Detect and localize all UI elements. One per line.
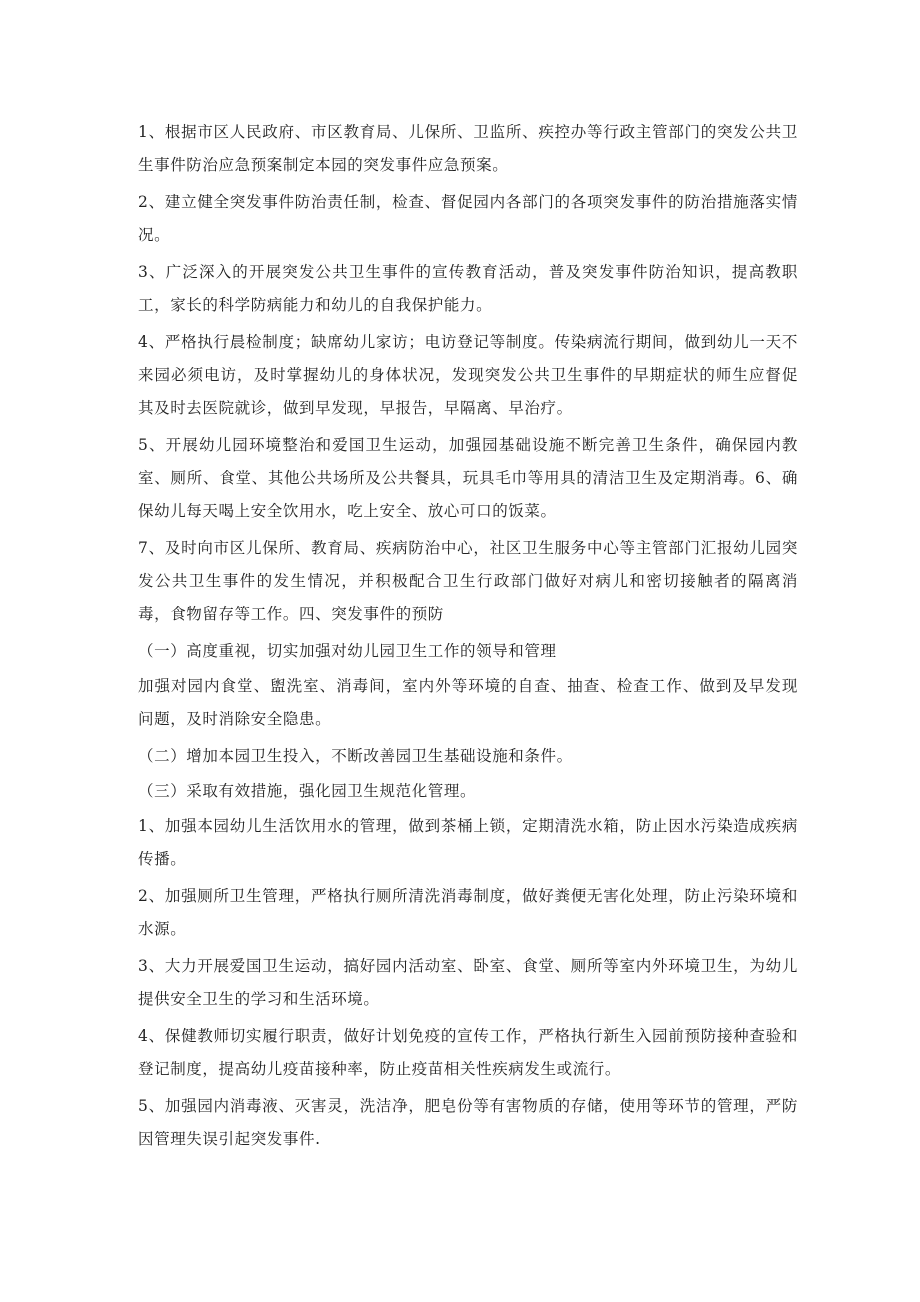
- section-heading-3: （三）采取有效措施，强化园卫生规范化管理。: [138, 782, 477, 800]
- document-body: [138, 116, 798, 1160]
- section-heading-2: （二）增加本园卫生投入，不断改善园卫生基础设施和条件。: [138, 747, 573, 765]
- paragraph-5: 5、开展幼儿园环境整治和爱国卫生运动，加强园基础设施不断完善卫生条件，确保园内教室、厕所、食堂、其他公共场所及公共餐具，玩具毛巾等用具的清洁卫生及定期消毒。6、确保幼儿每天喝上安全饮用水，吃上安全、放心可口的饭菜。: [138, 436, 798, 520]
- paragraph-9: 2、加强厕所卫生管理，严格执行厕所清洗消毒制度，做好粪便无害化处理，防止污染环境和水源。: [138, 887, 798, 938]
- paragraph-7: 加强对园内食堂、盥洗室、消毒间，室内外等环境的自查、抽查、检查工作、做到及早发现问题，及时消除安全隐患。: [138, 677, 798, 728]
- section-heading-1: （一）高度重视，切实加强对幼儿园卫生工作的领导和管理: [138, 642, 557, 660]
- paragraph-2: 2、建立健全突发事件防治责任制，检查、督促园内各部门的各项突发事件的防治措施落实情况。: [138, 193, 798, 244]
- paragraph-10: 3、大力开展爱国卫生运动，搞好园内活动室、卧室、食堂、厕所等室内外环境卫生，为幼儿提供安全卫生的学习和生活环境。: [138, 957, 798, 1008]
- paragraph-11: 4、保健教师切实履行职责，做好计划免疫的宣传工作，严格执行新生入园前预防接种查验和登记制度，提高幼儿疫苗接种率，防止疫苗相关性疾病发生或流行。: [138, 1027, 798, 1078]
- paragraph-12: 5、加强园内消毒液、灭害灵，洗洁净，肥皂份等有害物质的存储，使用等环节的管理，严防因管理失误引起突发事件.: [138, 1097, 798, 1148]
- paragraph-6: 7、及时向市区儿保所、教育局、疾病防治中心，社区卫生服务中心等主管部门汇报幼儿园突发公共卫生事件的发生情况，并积极配合卫生行政部门做好对病儿和密切接触者的隔离消毒，食物留存等工作。四、突发事件的预防: [138, 539, 798, 623]
- paragraph-4: 4、严格执行晨检制度；缺席幼儿家访；电访登记等制度。传染病流行期间，做到幼儿一天不来园必须电访，及时掌握幼儿的身体状况，发现突发公共卫生事件的早期症状的师生应督促其及时去医院就诊，做到早发现，早报告，早隔离、早治疗。: [138, 333, 798, 417]
- paragraph-3: 3、广泛深入的开展突发公共卫生事件的宣传教育活动，普及突发事件防治知识，提高教职工，家长的科学防病能力和幼儿的自我保护能力。: [138, 263, 798, 314]
- paragraph-8: 1、加强本园幼儿生活饮用水的管理，做到茶桶上锁，定期清洗水箱，防止因水污染造成疾病传播。: [138, 817, 798, 868]
- paragraph-1: 1、根据市区人民政府、市区教育局、儿保所、卫监所、疾控办等行政主管部门的突发公共卫生事件防治应急预案制定本园的突发事件应急预案。: [138, 123, 798, 174]
